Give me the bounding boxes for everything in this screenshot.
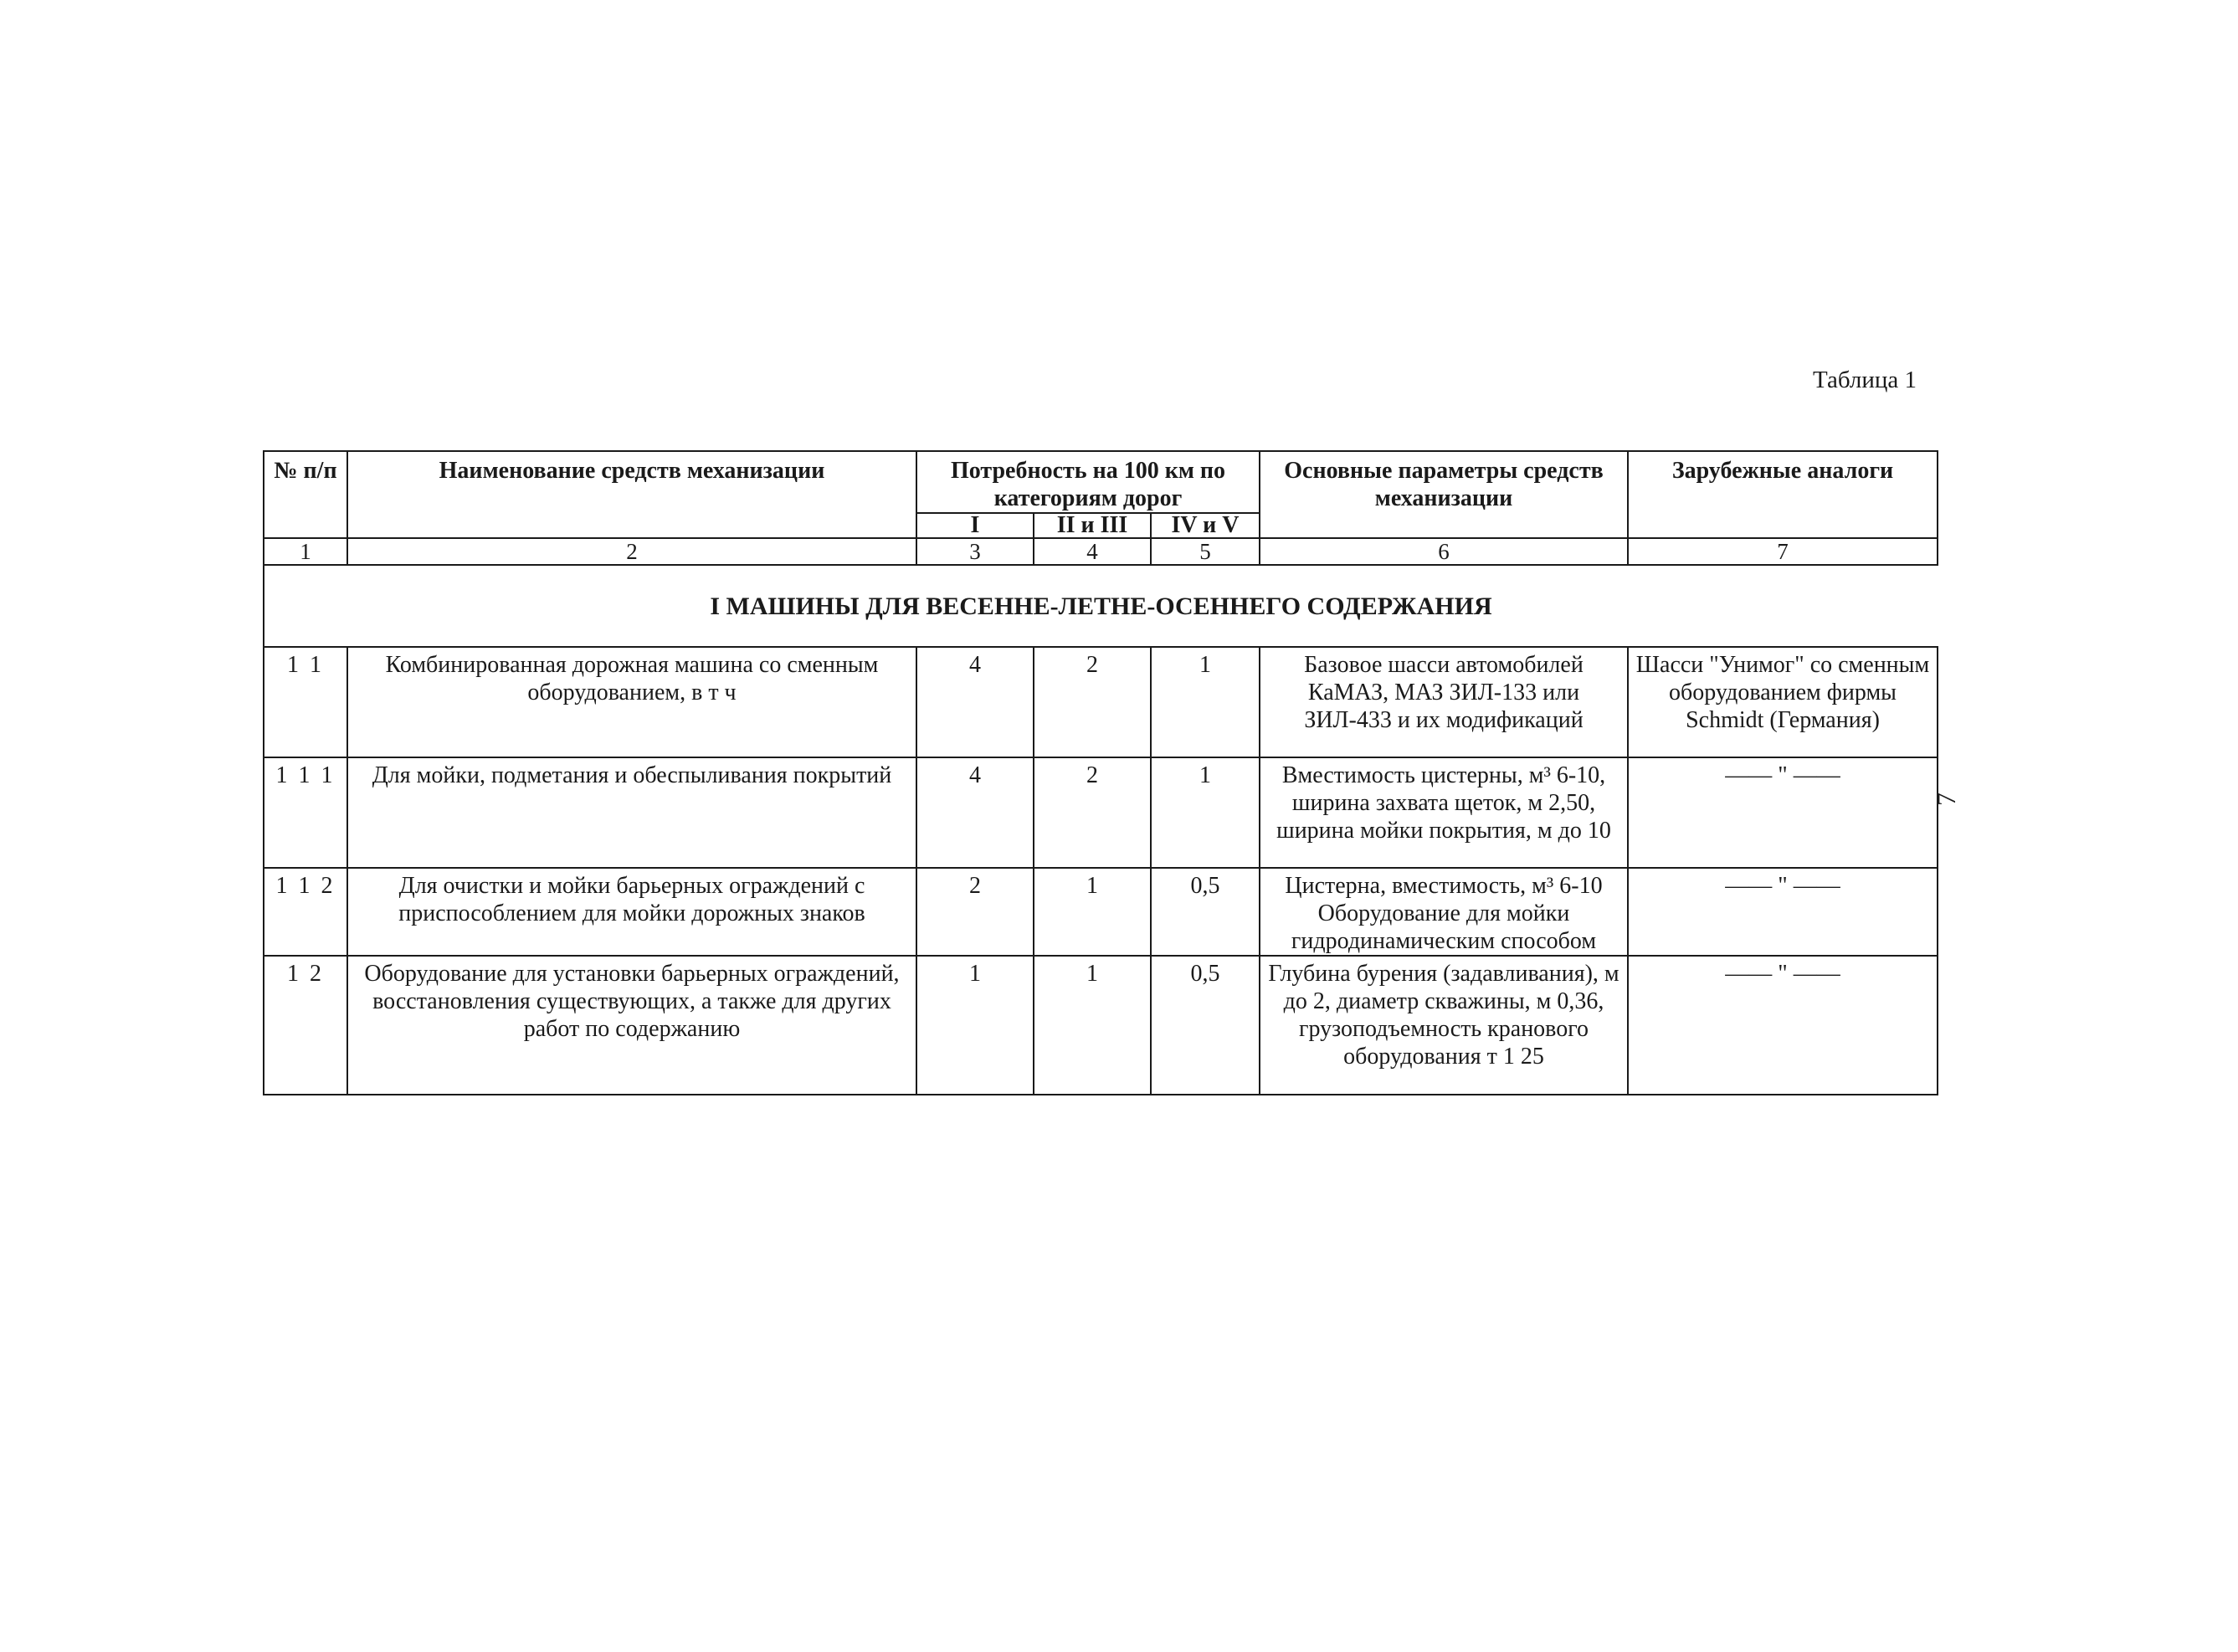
- row-need-cat3: 0,5: [1151, 868, 1260, 956]
- row-params: Цистерна, вместимость, м³ 6-10 Оборудование для мойки гидродинамическим способом: [1260, 868, 1628, 956]
- table-row: [264, 647, 1938, 757]
- table-row: [264, 757, 1938, 868]
- row-name: Для мойки, подметания и обеспыливания покрытий: [347, 757, 916, 868]
- row-need-cat2: 1: [1034, 956, 1151, 1095]
- row-number: 1 1: [264, 647, 347, 757]
- column-number: 2: [347, 538, 916, 565]
- row-name: Оборудование для установки барьерных ограждений, восстановления существующих, а также для других работ по содержанию: [347, 956, 916, 1095]
- row-params: Базовое шасси автомобилей КаМАЗ, МАЗ ЗИЛ-133 или ЗИЛ-433 и их модификаций: [1260, 647, 1628, 757]
- row-foreign: —— " ——: [1628, 757, 1938, 868]
- row-need-cat1: 4: [916, 757, 1034, 868]
- column-number: 4: [1034, 538, 1151, 565]
- row-need-cat3: 1: [1151, 647, 1260, 757]
- column-number: 1: [264, 538, 347, 565]
- column-number-row: [264, 538, 1938, 565]
- row-number: 1 2: [264, 956, 347, 1095]
- column-number: 5: [1151, 538, 1260, 565]
- row-foreign: Шасси "Унимог" со сменным оборудованием фирмы Schmidt (Германия): [1628, 647, 1938, 757]
- row-number: 1 1 2: [264, 868, 347, 956]
- header-name: Наименование средств механизации: [347, 451, 916, 538]
- row-need-cat2: 1: [1034, 868, 1151, 956]
- row-foreign: —— " ——: [1628, 956, 1938, 1095]
- column-number: 3: [916, 538, 1034, 565]
- row-need-cat1: 1: [916, 956, 1034, 1095]
- header-need: Потребность на 100 км по категориям дорог: [916, 451, 1260, 513]
- row-need-cat2: 2: [1034, 757, 1151, 868]
- subheader-cat3: IV и V: [1151, 513, 1260, 538]
- row-name: Для очистки и мойки барьерных ограждений с приспособлением для мойки дорожных знаков: [347, 868, 916, 956]
- row-need-cat1: 4: [916, 647, 1034, 757]
- row-need-cat2: 2: [1034, 647, 1151, 757]
- column-number: 7: [1628, 538, 1938, 565]
- row-need-cat3: 0,5: [1151, 956, 1260, 1095]
- column-number: 6: [1260, 538, 1628, 565]
- row-need-cat3: 1: [1151, 757, 1260, 868]
- row-foreign: —— " ——: [1628, 868, 1938, 956]
- header-params: Основные параметры средств механизации: [1260, 451, 1628, 538]
- table-caption: Таблица 1: [1812, 367, 1917, 393]
- header-no: № п/п: [264, 451, 347, 538]
- page-number: 7: [1931, 793, 1961, 806]
- row-params: Вместимость цистерны, м³ 6-10, ширина захвата щеток, м 2,50, ширина мойки покрытия, м до 10: [1260, 757, 1628, 868]
- row-params: Глубина бурения (задавливания), м до 2, диаметр скважины, м 0,36, грузоподъемность кранового оборудования т 1 25: [1260, 956, 1628, 1095]
- row-need-cat1: 2: [916, 868, 1034, 956]
- section-title: I МАШИНЫ ДЛЯ ВЕСЕННЕ-ЛЕТНЕ-ОСЕННЕГО СОДЕРЖАНИЯ: [264, 565, 1938, 647]
- header-row: [264, 451, 1938, 513]
- table-row: [264, 868, 1938, 956]
- row-number: 1 1 1: [264, 757, 347, 868]
- subheader-cat1: I: [916, 513, 1034, 538]
- row-name: Комбинированная дорожная машина со сменным оборудованием, в т ч: [347, 647, 916, 757]
- section-row: [264, 565, 1938, 647]
- mechanization-table: [263, 450, 1938, 1095]
- header-foreign: Зарубежные аналоги: [1628, 451, 1938, 538]
- subheader-cat2: II и III: [1034, 513, 1151, 538]
- table-row: [264, 956, 1938, 1095]
